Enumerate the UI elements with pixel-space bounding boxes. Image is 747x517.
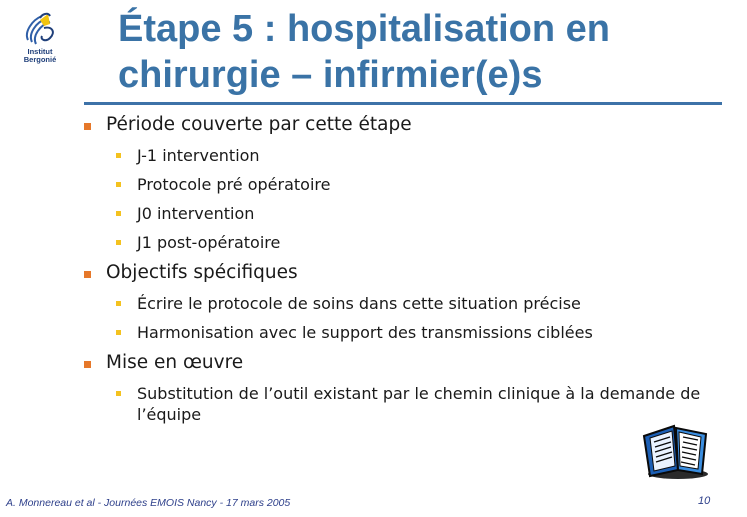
- square-bullet-icon: [84, 361, 91, 368]
- list-item: [78, 293, 718, 314]
- list-item-text: Harmonisation avec le support des transmissions ciblées: [137, 323, 593, 342]
- list-item: [78, 383, 718, 425]
- list-item-text: Protocole pré opératoire: [137, 175, 331, 194]
- square-bullet-icon: [116, 211, 121, 216]
- footer-credit: A. Monnereau et al - Journées EMOIS Nancy - 17 mars 2005: [6, 497, 291, 509]
- institut-bergonie-logo: [16, 10, 64, 66]
- logo-mark-icon: [20, 10, 60, 48]
- list-item-text: J1 post-opératoire: [137, 233, 281, 252]
- title-line-2: chirurgie – infirmier(e)s: [118, 54, 543, 96]
- logo-line-2: Bergonié: [23, 55, 57, 64]
- title-divider: [84, 102, 722, 105]
- square-bullet-icon: [84, 123, 91, 130]
- list-item: [78, 203, 718, 224]
- page-number: 10: [698, 495, 711, 507]
- title-line-1: Étape 5 : hospitalisation en: [118, 8, 610, 50]
- list-item: [78, 232, 718, 253]
- slide-content: [78, 113, 718, 425]
- square-bullet-icon: [116, 182, 121, 187]
- square-bullet-icon: [116, 391, 121, 396]
- section-label: Période couverte par cette étape: [106, 114, 412, 135]
- section-label: Mise en œuvre: [106, 352, 244, 373]
- square-bullet-icon: [84, 271, 91, 278]
- list-item: [78, 145, 718, 166]
- logo-line-1: Institut: [27, 47, 53, 56]
- section-period: [78, 113, 718, 137]
- square-bullet-icon: [116, 240, 121, 245]
- slide-title: [118, 6, 728, 98]
- list-item: [78, 174, 718, 195]
- list-item-text: Substitution de l’outil existant par le chemin clinique à la demande de l’équipe: [137, 384, 701, 424]
- square-bullet-icon: [116, 301, 121, 306]
- section-objectives: [78, 261, 718, 285]
- document-clipart-icon: [636, 422, 716, 482]
- section-label: Objectifs spécifiques: [106, 262, 298, 283]
- list-item: [78, 322, 718, 343]
- logo-text: [16, 48, 64, 64]
- square-bullet-icon: [116, 153, 121, 158]
- square-bullet-icon: [116, 330, 121, 335]
- list-item-text: J-1 intervention: [137, 146, 260, 165]
- list-item-text: Écrire le protocole de soins dans cette situation précise: [137, 294, 581, 313]
- list-item-text: J0 intervention: [137, 204, 255, 223]
- section-implementation: [78, 351, 718, 375]
